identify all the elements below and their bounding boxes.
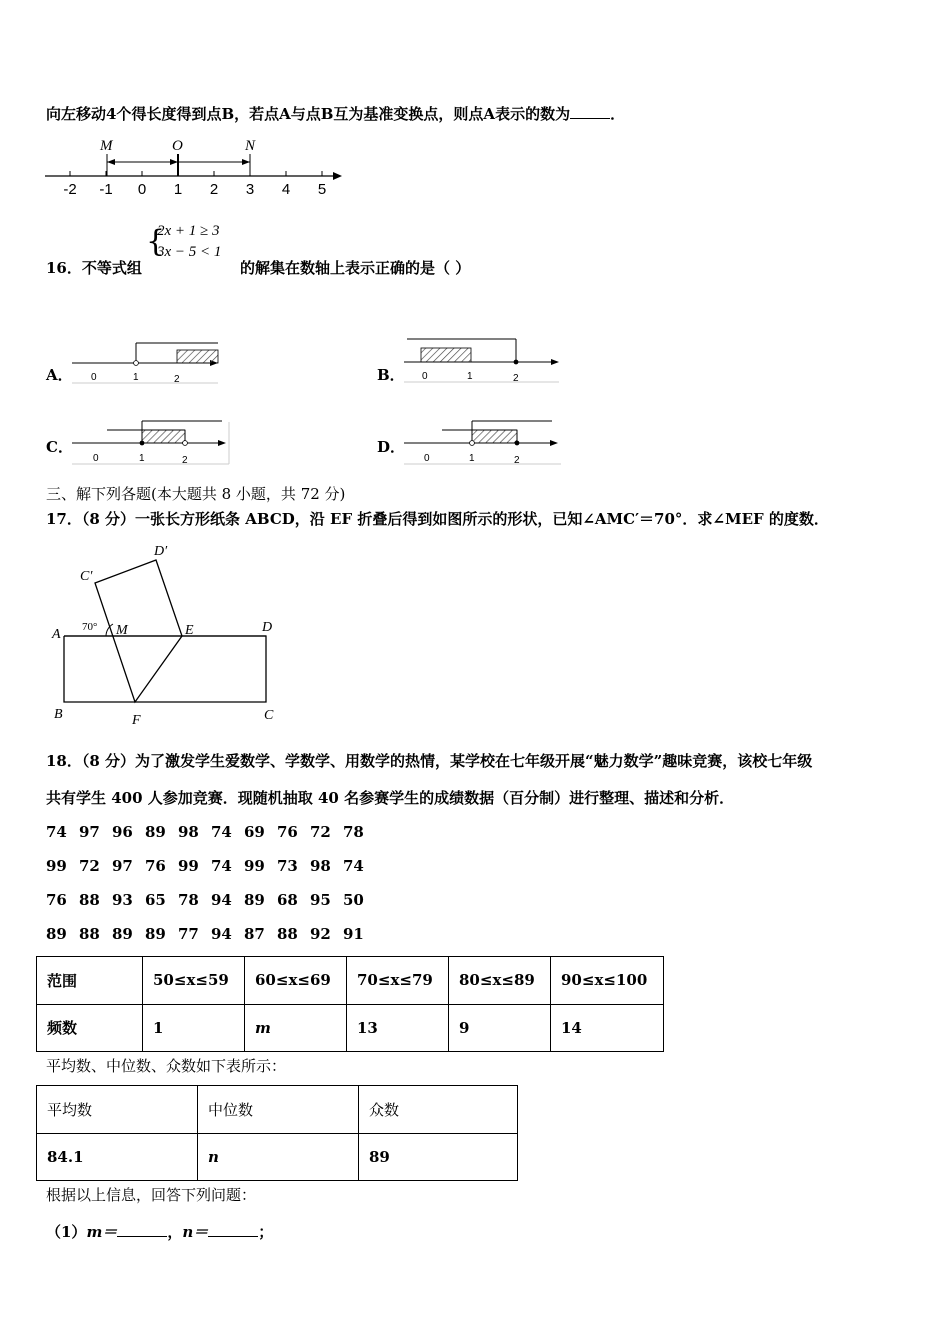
score-value: 93: [112, 891, 133, 909]
stats-table: [36, 1085, 518, 1181]
freq-header-cell: 50≤x≤59: [143, 957, 245, 1005]
score-value: 74: [46, 823, 67, 841]
freq-header-cell: 60≤x≤69: [245, 957, 347, 1005]
freq-data-cell: 频数: [37, 1004, 143, 1052]
q15-tail: ．: [610, 105, 626, 123]
part1-prefix: （1）: [46, 1223, 87, 1241]
option-c-number-line[interactable]: [72, 418, 232, 468]
stats-header-cell: 中位数: [198, 1086, 359, 1134]
score-row: [46, 822, 376, 856]
tick-0: 0: [424, 453, 430, 464]
score-value: 74: [343, 857, 364, 875]
label-b: B: [54, 707, 63, 722]
freq-data-cell: 13: [347, 1004, 449, 1052]
q16-rest: 的解集在数轴上表示正确的是（ ）: [240, 259, 471, 277]
part1-m: m＝: [86, 1223, 118, 1241]
system-eq1: 2x + 1 ≥ 3: [157, 223, 220, 239]
label-a: A: [52, 627, 61, 642]
frequency-table: [36, 956, 664, 1052]
score-value: 68: [277, 891, 298, 909]
score-value: 94: [211, 891, 232, 909]
option-a-number-line[interactable]: [72, 338, 222, 386]
frequency-header-row: [37, 957, 664, 1005]
score-value: 89: [145, 823, 166, 841]
score-value: 76: [145, 857, 166, 875]
tick-0: 0: [93, 453, 99, 464]
tick-2: 2: [514, 455, 520, 466]
score-value: 69: [244, 823, 265, 841]
score-value: 98: [178, 823, 199, 841]
score-value: 74: [211, 823, 232, 841]
option-a-label: A．: [46, 366, 73, 384]
option-d-number-line[interactable]: [404, 418, 564, 468]
stats-header-cell: 平均数: [37, 1086, 198, 1134]
system-brace: {: [146, 224, 166, 259]
score-value: 98: [310, 857, 331, 875]
score-value: 89: [46, 925, 67, 943]
score-value: 74: [211, 857, 232, 875]
option-d-label: D．: [377, 438, 406, 456]
freq-header-cell: 90≤x≤100: [551, 957, 664, 1005]
score-value: 99: [244, 857, 265, 875]
score-row: [46, 890, 376, 924]
axis-arrow: [333, 172, 342, 180]
score-row: [46, 856, 376, 890]
stats-data-cell: 89: [359, 1133, 518, 1181]
option-c-label: C．: [46, 438, 73, 456]
score-value: 99: [178, 857, 199, 875]
score-value: 73: [277, 857, 298, 875]
q16-system: [146, 222, 238, 266]
score-value: 89: [145, 925, 166, 943]
score-value: 99: [46, 857, 67, 875]
axis-tick-label: 3: [245, 181, 255, 198]
rectangle-abcd: [64, 636, 266, 702]
score-value: 78: [178, 891, 199, 909]
score-value: 88: [79, 891, 100, 909]
score-value: 77: [178, 925, 199, 943]
part1-line: [46, 1220, 273, 1242]
score-value: 72: [79, 857, 100, 875]
stats-intro: 平均数、中位数、众数如下表所示：: [46, 1057, 287, 1075]
label-70-degree: 70°: [82, 621, 98, 633]
score-value: 87: [244, 925, 265, 943]
folded-flap: [95, 560, 182, 702]
n-arrowhead: [242, 159, 250, 165]
n-answer-blank[interactable]: [208, 1220, 258, 1237]
q17-text: 17．（8 分）一张长方形纸条 ABCD，沿 EF 折叠后得到如图所示的形状，已知∠AMC′＝70°．求∠MEF 的度数．: [46, 510, 829, 528]
part1-sep: ，: [167, 1223, 183, 1241]
score-value: 65: [145, 891, 166, 909]
freq-data-cell: 14: [551, 1004, 664, 1052]
freq-header-cell: 范围: [37, 957, 143, 1005]
scores-block: [46, 822, 376, 958]
m-arrowhead: [107, 159, 115, 165]
q18-line2: 共有学生 400 人参加竞赛．现随机抽取 40 名参赛学生的成绩数据（百分制）进行整理、描述和分析．: [46, 789, 735, 807]
score-value: 72: [310, 823, 331, 841]
tick-2: 2: [174, 374, 180, 385]
tick-2: 2: [182, 455, 188, 466]
score-value: 50: [343, 891, 364, 909]
score-value: 88: [277, 925, 298, 943]
freq-header-cell: 80≤x≤89: [449, 957, 551, 1005]
answer-intro: 根据以上信息，回答下列问题：: [46, 1186, 257, 1204]
axis-tick-label: 1: [173, 181, 183, 198]
axis-tick-label: 2: [209, 181, 219, 198]
stats-data-row: [37, 1133, 518, 1181]
label-m: M: [116, 623, 128, 638]
freq-header-cell: 70≤x≤79: [347, 957, 449, 1005]
score-value: 92: [310, 925, 331, 943]
score-value: 88: [79, 925, 100, 943]
axis-tick-label: -2: [63, 181, 77, 198]
score-value: 97: [112, 857, 133, 875]
score-value: 95: [310, 891, 331, 909]
option-b-label: B．: [377, 366, 405, 384]
score-value: 76: [46, 891, 67, 909]
freq-data-cell: m: [245, 1004, 347, 1052]
part1-end: ；: [258, 1223, 274, 1241]
tick-1: 1: [139, 453, 145, 464]
q16-number: 16．不等式组: [46, 259, 142, 277]
freq-data-cell: 9: [449, 1004, 551, 1052]
point-label-o: O: [172, 138, 183, 154]
score-row: [46, 924, 376, 958]
score-value: 97: [79, 823, 100, 841]
score-value: 89: [244, 891, 265, 909]
part1-n: n＝: [182, 1223, 209, 1241]
axis-tick-label: 5: [317, 181, 327, 198]
q15-text-line: [46, 102, 625, 124]
stats-data-cell: n: [198, 1133, 359, 1181]
q18-line1: 18．（8 分）为了激发学生爱数学、学数学、用数学的热情，某学校在七年级开展“魅力数学”趣味竞赛，该校七年级: [46, 752, 813, 770]
axis-tick-label: 4: [281, 181, 291, 198]
point-label-m: M: [100, 138, 113, 154]
stats-header-cell: 众数: [359, 1086, 518, 1134]
tick-1: 1: [133, 372, 139, 383]
tick-1: 1: [469, 453, 475, 464]
score-value: 94: [211, 925, 232, 943]
label-c-prime: C′: [80, 569, 93, 584]
stats-data-cell: 84.1: [37, 1133, 198, 1181]
score-value: 91: [343, 925, 364, 943]
stats-header-row: [37, 1086, 518, 1134]
label-e: E: [185, 623, 194, 638]
system-eq2: 3x − 5 < 1: [157, 244, 222, 260]
m-answer-blank[interactable]: [117, 1220, 167, 1237]
tick-0: 0: [422, 371, 428, 382]
freq-data-cell: 1: [143, 1004, 245, 1052]
point-label-n: N: [245, 138, 256, 154]
q17-figure: [44, 538, 284, 728]
score-value: 76: [277, 823, 298, 841]
q15-text: 向左移动4个得长度得到点B，若点A与点B互为基准变换点，则点A表示的数为: [46, 105, 571, 123]
frequency-data-row: [37, 1004, 664, 1052]
q15-number-line: [40, 134, 350, 204]
q15-answer-blank: [570, 102, 610, 119]
score-value: 78: [343, 823, 364, 841]
score-value: 89: [112, 925, 133, 943]
label-c: C: [264, 708, 274, 723]
label-f: F: [132, 713, 141, 728]
label-d-prime: D′: [154, 544, 168, 559]
tick-0: 0: [91, 372, 97, 383]
option-b-number-line[interactable]: [404, 334, 564, 384]
tick-1: 1: [467, 371, 473, 382]
o-left-arrowhead: [170, 159, 178, 165]
section-3-heading: 三、解下列各题(本大题共 8 小题，共 72 分): [46, 485, 346, 503]
axis-tick-label: -1: [99, 181, 113, 198]
axis-tick-label: 0: [137, 181, 147, 198]
tick-2: 2: [513, 373, 519, 384]
label-d: D: [262, 620, 273, 635]
score-value: 96: [112, 823, 133, 841]
